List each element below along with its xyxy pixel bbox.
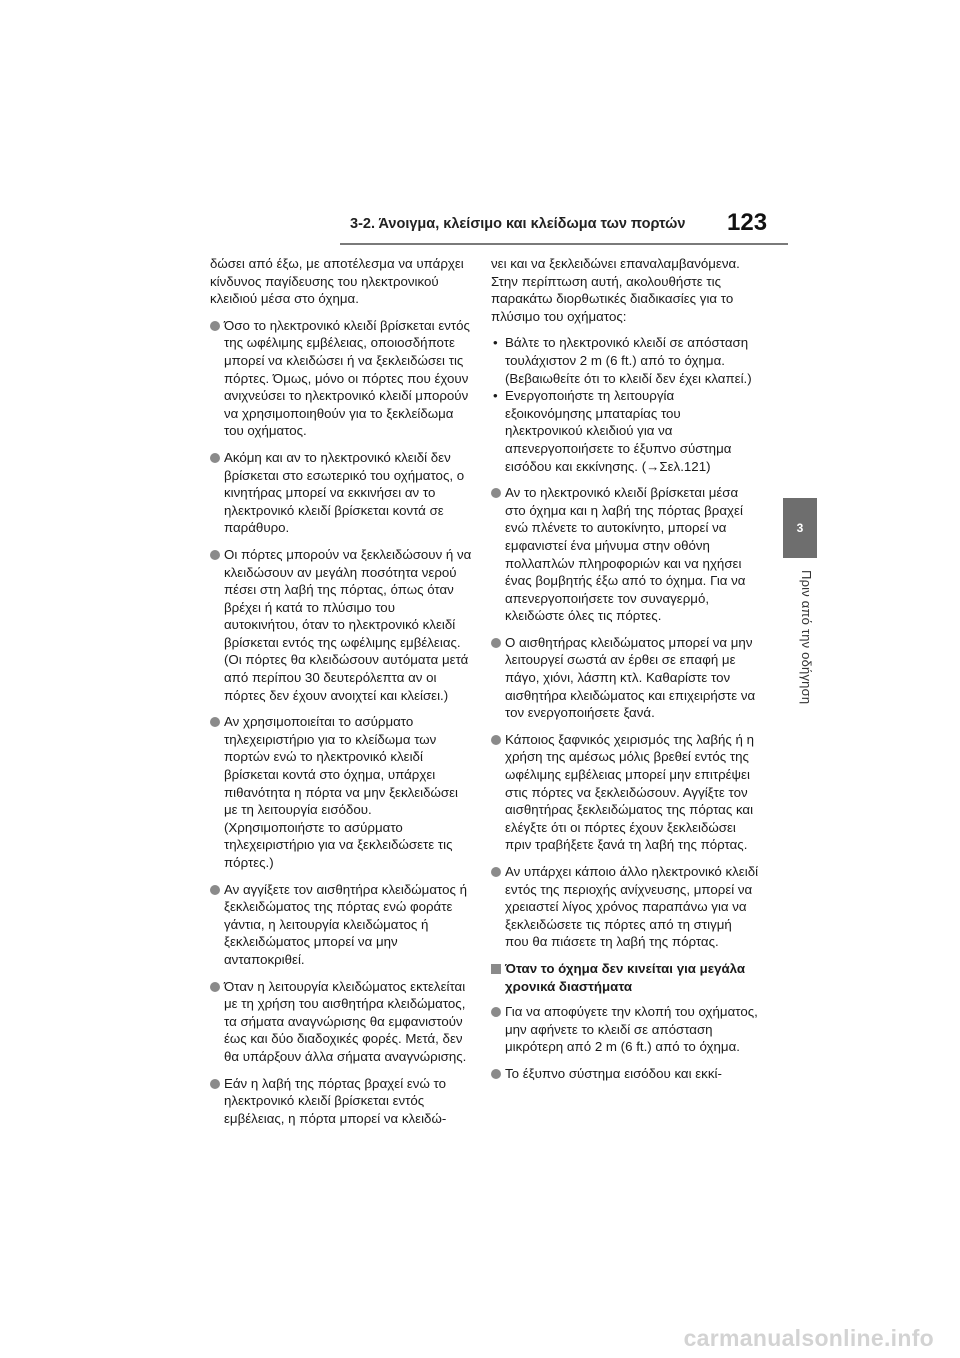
bullet-text: Οι πόρτες μπορούν να ξεκλειδώσουν ή να κλειδώσουν αν μεγάλη ποσότητα νερού πέσει στη λαβή της πόρτας, όπως όταν βρέχει ή κατά το πλύσιμο του αυτοκινήτου, όταν το ηλεκτρονικό κλειδί βρίσκεται εντός της ωφέλιμης εμβέλειας. (Οι πόρτες θα κλειδώσουν αυτόματα μετά από περίπου 30 δευτερόλεπτα αν οι πόρτες δεν έχουν ανοιχτεί και κλείσει.) — [224, 546, 472, 703]
bullet-item — [210, 317, 472, 440]
bullet-item — [210, 546, 472, 704]
bullet-item — [210, 978, 472, 1066]
bullet-circle-icon — [491, 488, 501, 498]
sub-list-item — [491, 387, 759, 475]
bullet-circle-icon — [491, 867, 501, 877]
left-column — [210, 255, 472, 1136]
bullet-text: Αν χρησιμοποιείται το ασύρματο τηλεχειριστήριο για το κλείδωμα των πορτών ενώ το ηλεκτρονικό κλειδί βρίσκεται κοντά στο όχημα, υπάρχει πιθανότητα η πόρτα να μην ξεκλειδώσει με τη λειτουργία εισόδου. (Χρησιμοποιήστε το ασύρματο τηλεχειριστήριο για να ξεκλειδώσετε τις πόρτες.) — [224, 714, 459, 870]
bullet-item — [491, 634, 759, 722]
square-bullet-icon — [491, 964, 501, 974]
bullet-item — [210, 1075, 472, 1128]
bullet-circle-icon — [210, 550, 220, 560]
bullet-circle-icon — [210, 453, 220, 463]
sub-list — [491, 334, 759, 475]
bullet-circle-icon — [210, 717, 220, 727]
bullet-text: Αν αγγίξετε τον αισθητήρα κλειδώματος ή ξεκλειδώματος της πόρτας ενώ φοράτε γάντια, η λειτουργία κλειδώματος ή ξεκλειδώματος μπορεί να μην ανταποκριθεί. — [224, 881, 467, 967]
bullet-item — [491, 1003, 759, 1056]
bullet-circle-icon — [210, 885, 220, 895]
intro-paragraph: δώσει από έξω, με αποτέλεσμα να υπάρχει κίνδυνος παγίδευσης του ηλεκτρονικού κλειδιού μέσα στο όχημα. — [210, 256, 464, 307]
section-heading-text: Όταν το όχημα δεν κινείται για μεγάλα χρονικά διαστήματα — [505, 960, 746, 994]
sub-item-text: Βάλτε το ηλεκτρονικό κλειδί σε απόσταση τουλάχιστον 2 m (6 ft.) από το όχημα. (Βεβαιωθείτε ότι το κλειδί δεν έχει κλαπεί.) — [505, 335, 752, 386]
section-heading — [491, 960, 759, 995]
sub-item-text: Ενεργοποιήστε τη λειτουργία εξοικονόμησης μπαταρίας του ηλεκτρονικού κλειδιού για να απενεργοποιήσετε το έξυπνο σύστημα εισόδου και εκκίνησης. (→Σελ.121) — [505, 388, 732, 474]
bullet-text: Ακόμη και αν το ηλεκτρονικό κλειδί δεν βρίσκεται στο εσωτερικό του οχήματος, ο κινητήρας μπορεί να εκκινήσει αν το ηλεκτρονικό κλειδί βρίσκεται κοντά σε παράθυρο. — [224, 449, 465, 536]
bullet-text: Το έξυπνο σύστημα εισόδου και εκκί- — [505, 1065, 722, 1081]
bullet-item — [491, 484, 759, 625]
bullet-circle-icon — [491, 638, 501, 648]
bullet-item — [210, 713, 472, 871]
bullet-circle-icon — [210, 321, 220, 331]
sub-bullet-dot: • — [493, 335, 498, 351]
bullet-item — [491, 731, 759, 854]
section-header-title: 3-2. Άνοιγμα, κλείσιμο και κλείδωμα των πορτών — [350, 216, 686, 232]
header-rule — [340, 243, 788, 245]
bullet-circle-icon — [491, 1007, 501, 1017]
bullet-text: Για να αποφύγετε την κλοπή του οχήματος, μην αφήνετε το κλειδί σε απόσταση μικρότερη από 2 m (6 ft.) από το όχημα. — [505, 1004, 758, 1055]
bullet-item — [210, 449, 472, 537]
page-number: 123 — [727, 209, 768, 236]
bullet-item — [210, 881, 472, 969]
bullet-text: Ο αισθητήρας κλειδώματος μπορεί να μην λειτουργεί σωστά αν έρθει σε επαφή με πάγο, χιόνι, λάσπη κτλ. Καθαρίστε τον αισθητήρα κλειδώματος και επιχειρήστε να τον ενεργοποιήσετε ξανά. — [505, 634, 756, 721]
chapter-tab: 3 — [783, 498, 817, 558]
sub-bullet-dot: • — [493, 388, 498, 404]
bullet-circle-icon — [491, 1069, 501, 1079]
bullet-circle-icon — [210, 982, 220, 992]
bullet-text: Αν υπάρχει κάποιο άλλο ηλεκτρονικό κλειδί εντός της περιοχής ανίχνευσης, μπορεί να χρειαστεί λίγος χρόνος παραπάνω για να ξεκλειδώσετε τις πόρτες από τη στιγμή που θα πιάσετε τη λαβή της πόρτας. — [505, 864, 759, 950]
right-column — [491, 255, 759, 1092]
bullet-item — [491, 863, 759, 951]
bullet-circle-icon — [491, 735, 501, 745]
bullet-text: Όταν η λειτουργία κλειδώματος εκτελείται με τη χρήση του αισθητήρα κλειδώματος, τα σήματα αναγνώρισης θα εμφανιστούν έως και δύο διαδοχικές φορές. Μετά, δεν θα υπάρξουν άλλα σήματα αναγνώρισης. — [224, 978, 467, 1064]
bullet-text: Εάν η λαβή της πόρτας βραχεί ενώ το ηλεκτρονικό κλειδί βρίσκεται εντός εμβέλειας, η πόρτα μπορεί να κλειδώ- — [224, 1075, 447, 1126]
continuation-paragraph: νει και να ξεκλειδώνει επαναλαμβανόμενα. Στην περίπτωση αυτή, ακολουθήστε τις παρακάτω διορθωτικές διαδικασίες για το πλύσιμο του οχήματος: — [491, 256, 740, 324]
sub-list-item — [491, 334, 759, 387]
bullet-item — [491, 1065, 759, 1083]
chapter-side-title: Πριν από την οδήγηση — [799, 570, 814, 705]
watermark: carmanualsonline.info — [683, 1325, 934, 1351]
bullet-text: Όσο το ηλεκτρονικό κλειδί βρίσκεται εντός της ωφέλιμης εμβέλειας, οποιοσδήποτε μπορεί να κλειδώσει ή να ξεκλειδώσει τις πόρτες. Όμως, μόνο οι πόρτες που έχουν ανιχνεύσει το ηλεκτρονικό κλειδί μπορούν να χρησιμοποιηθούν για το ξεκλείδωμα του οχήματος. — [224, 317, 470, 439]
bullet-text: Αν το ηλεκτρονικό κλειδί βρίσκεται μέσα στο όχημα και η λαβή της πόρτας βραχεί ενώ πλένετε το αυτοκίνητο, μπορεί να εμφανιστεί ένα μήνυμα στην οθόνη πολλαπλών πληροφοριών και να ηχήσει ένας βομβητής έξω από το όχημα. Για να απενεργοποιήσετε τον συναγερμό, κλειδώστε όλες τις πόρτες. — [505, 485, 746, 624]
bullet-text: Κάποιος ξαφνικός χειρισμός της λαβής ή η χρήση της αμέσως μόλις βρεθεί εντός της ωφέλιμης εμβέλειας μπορεί μην επιτρέψει στις πόρτες να ξεκλειδώσουν. Αγγίξτε τον αισθητήρας ξεκλειδώματος της πόρτας και ελέγξτε ότι οι πόρτες έχουν ξεκλειδώσει πριν τραβήξετε ξανά τη λαβή της πόρτας. — [505, 731, 754, 853]
bullet-circle-icon — [210, 1079, 220, 1089]
